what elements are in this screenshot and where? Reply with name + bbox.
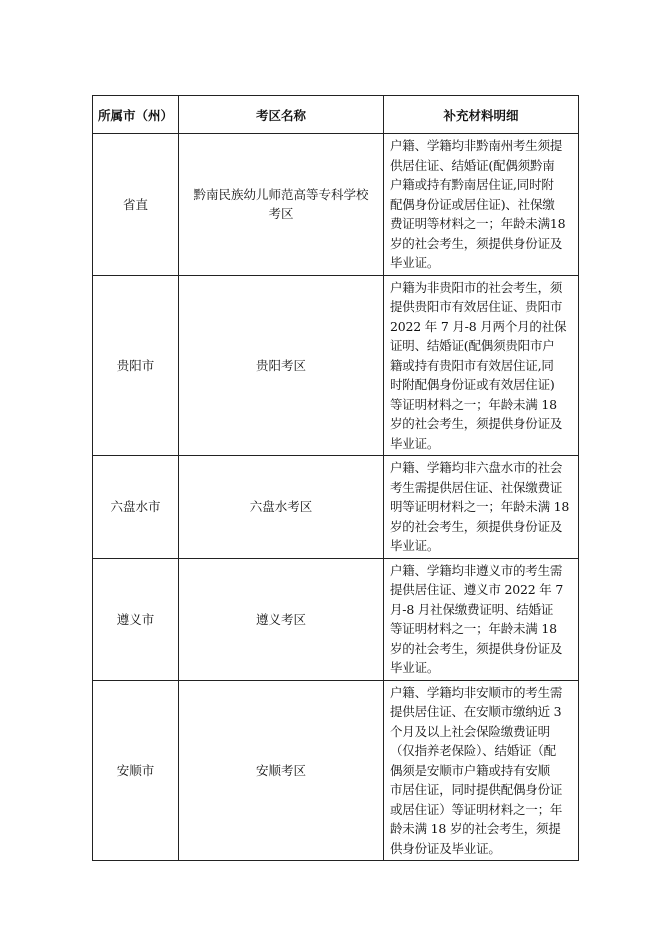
details-line: 费证明等材料之一；年龄未满18 xyxy=(390,216,566,231)
details-line: 岁的社会考生，须提供身份证及 xyxy=(390,640,563,656)
details-line: 月-8 月社保缴费证明、结婚证 xyxy=(390,601,554,617)
exam-area-line: 安顺考区 xyxy=(255,762,306,778)
details-line: 户籍为非贵阳市的社会考生，须 xyxy=(390,279,563,295)
table-row xyxy=(93,134,579,276)
header-details: 补充材料明细 xyxy=(384,96,579,134)
details-line: 户籍、学籍均非黔南州考生须提 xyxy=(390,138,563,153)
details-line: 户籍、学籍均非遵义市的考生需 xyxy=(390,562,563,578)
details-line: 岁的社会考生，须提供身份证及 xyxy=(390,416,563,431)
city-name: 省直 xyxy=(122,196,148,212)
details-line: 个月及以上社会保险缴费证明 xyxy=(390,723,550,739)
supplementary-materials-table xyxy=(92,95,579,861)
exam-area-line: 考区 xyxy=(268,206,294,222)
details-cell xyxy=(384,275,579,456)
details-line: 时附配偶身份证或有效居住证) xyxy=(390,377,555,392)
exam-area-cell xyxy=(179,275,384,456)
details-cell xyxy=(384,558,579,680)
city-name: 贵阳市 xyxy=(116,357,155,373)
details-line: 提供贵阳市有效居住证、贵阳市 xyxy=(390,299,563,314)
details-line: 考生需提供居住证、社保缴费证 xyxy=(390,479,563,495)
exam-area-line: 贵阳考区 xyxy=(255,357,306,373)
exam-area-line: 遵义考区 xyxy=(255,611,306,627)
table-row xyxy=(93,680,579,861)
city-cell xyxy=(93,456,179,559)
details-line: 提供居住证、遵义市 2022 年 7 xyxy=(390,582,564,597)
details-line: 等证明材料之一；年龄未满 18 xyxy=(390,621,557,636)
details-line: 岁的社会考生，须提供身份证及 xyxy=(390,518,563,534)
exam-area-cell xyxy=(179,558,384,680)
details-line: 毕业证。 xyxy=(390,255,440,270)
exam-area-cell xyxy=(179,134,384,276)
details-cell xyxy=(384,680,579,861)
details-line: 户籍或持有黔南居住证,同时附 xyxy=(390,177,554,192)
details-line: 龄未满 18 岁的社会考生，须提 xyxy=(390,821,561,836)
city-cell xyxy=(93,680,179,861)
details-line: 2022 年 7 月-8 月两个月的社保 xyxy=(390,318,567,334)
exam-area-line: 六盘水考区 xyxy=(249,499,313,515)
details-cell xyxy=(384,134,579,276)
details-line: 毕业证。 xyxy=(390,660,440,675)
exam-area-cell xyxy=(179,456,384,559)
header-city: 所属市（州） xyxy=(93,96,179,134)
details-line: 提供居住证、在安顺市缴纳近 3 xyxy=(390,704,562,719)
details-line: 偶须是安顺市户籍或持有安顺 xyxy=(390,762,550,778)
details-line: 明等证明材料之一；年龄未满 18 xyxy=(390,499,570,514)
table-row xyxy=(93,558,579,680)
details-line: （仅指养老保险）、结婚证（配 xyxy=(390,743,556,758)
details-line: 籍或持有贵阳市有效居住证,同 xyxy=(390,357,554,373)
city-cell xyxy=(93,275,179,456)
city-name: 遵义市 xyxy=(116,611,155,627)
details-line: 供居住证、结婚证(配偶须黔南 xyxy=(390,157,555,173)
details-cell xyxy=(384,456,579,559)
details-line: 户籍、学籍均非六盘水市的社会 xyxy=(390,460,563,475)
details-line: 毕业证。 xyxy=(390,538,440,553)
city-cell xyxy=(93,134,179,276)
city-name: 六盘水市 xyxy=(110,499,161,515)
table-row xyxy=(93,275,579,456)
city-name: 安顺市 xyxy=(116,762,155,778)
exam-area-line: 黔南民族幼儿师范高等专科学校 xyxy=(193,187,369,203)
details-line: 毕业证。 xyxy=(390,435,440,451)
city-cell xyxy=(93,558,179,680)
header-row xyxy=(93,96,579,134)
table-row xyxy=(93,456,579,559)
details-line: 市居住证，同时提供配偶身份证 xyxy=(390,782,563,797)
details-line: 户籍、学籍均非安顺市的考生需 xyxy=(390,684,563,700)
header-exam-area: 考区名称 xyxy=(179,96,384,134)
exam-area-cell xyxy=(179,680,384,861)
details-line: 等证明材料之一；年龄未满 18 xyxy=(390,396,557,412)
details-line: 供身份证及毕业证。 xyxy=(390,840,501,856)
details-line: 配偶身份证或居住证)、社保缴 xyxy=(390,196,555,212)
details-line: 或居住证）等证明材料之一；年 xyxy=(390,801,563,817)
details-line: 证明、结婚证(配偶须贵阳市户 xyxy=(390,338,555,353)
details-line: 岁的社会考生，须提供身份证及 xyxy=(390,235,563,251)
